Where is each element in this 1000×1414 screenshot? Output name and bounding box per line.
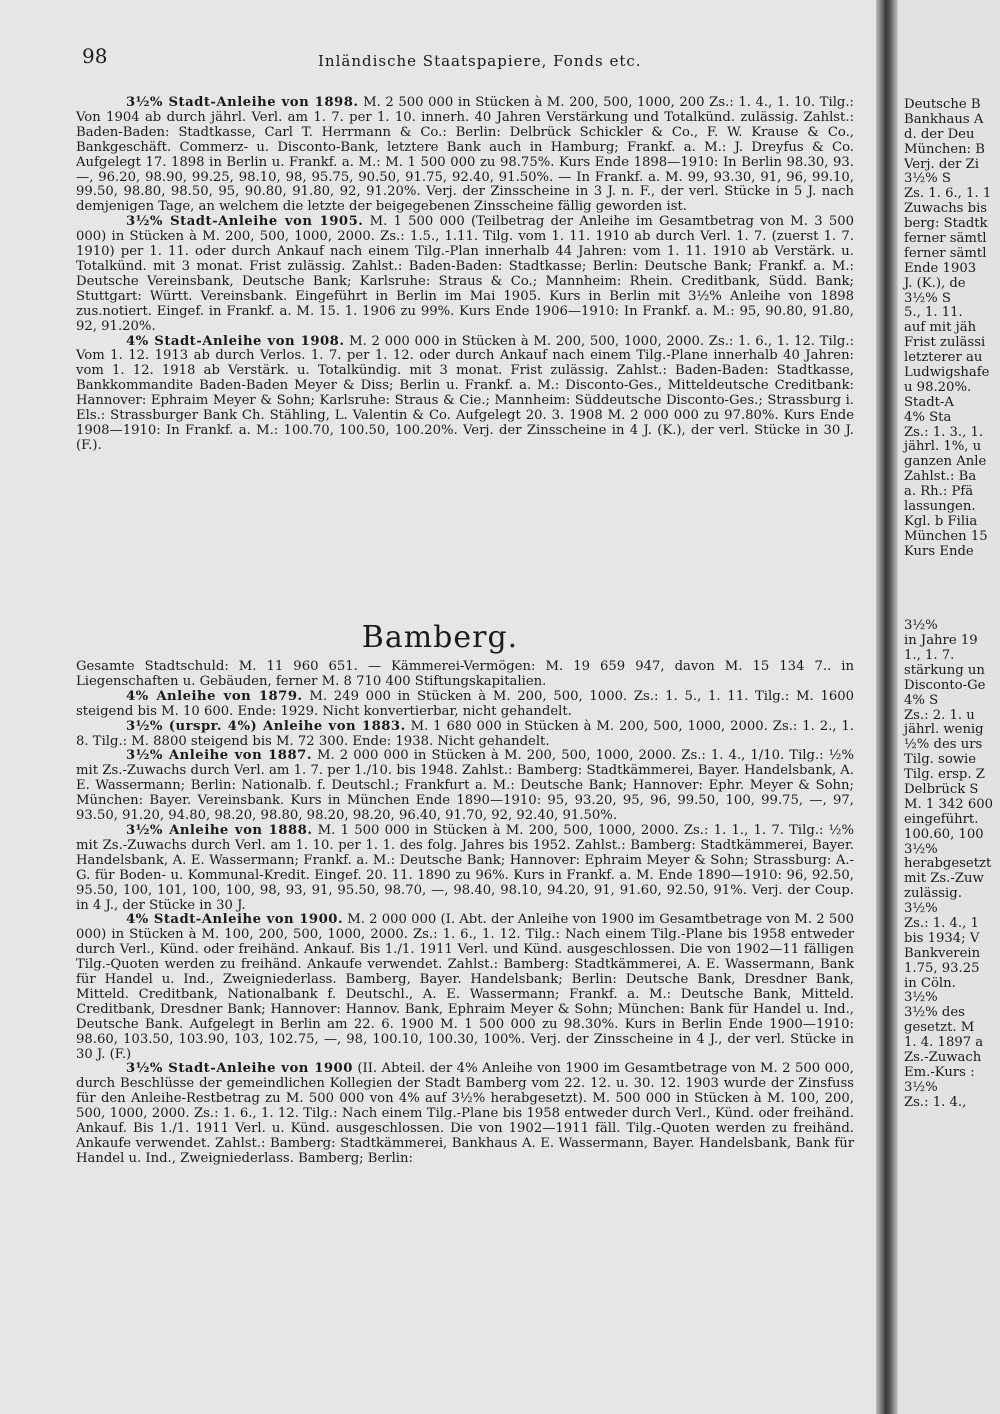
bamberg-entry xyxy=(76,824,854,913)
entry-text: M. 2 000 000 in Stücken à M. 200, 500, 1000, 2000. Zs.: 1. 6., 1. 12. Tilg.: Vom 1. 12. 1913 ab durch Verlos. 1. 7. per 1. 12. oder durch Ankauf nach einem Tilg.-Plane innerhalb 40 Jahren: vom 1. 12. 1918 ab Verstärk. u. Totalkündig. mit 3 monat. Frist zulässig. Zahlst.: Baden-Baden: Stadtkasse, Bankkommandite Baden-Baden Meyer & Diss; Berlin u. Frankf. a. M.: Disconto-Ges., Mitteldeutsche Creditbank: Hannover: Ephraim Meyer & Sohn; Karlsruhe: Straus & Cie.; Mannheim: Süddeutsche Disconto-Ges.; Strassburg i. Els.: Strassburger Bank Ch. Stähling, L. Valentin & Co. Aufgelegt 20. 3. 1908 M. 2 000 000 zu 97.80%. Kurs Ende 1908—1910: In Frankf. a. M.: 100.70, 100.50, 100.20%. Verj. der Zinsscheine in 4 J. (K.), der verl. Stücke in 30 J. (F.). xyxy=(76,333,854,453)
fragment-line: stärkung un xyxy=(904,662,985,678)
fragment-line: Zs.: 2. 1. u xyxy=(904,707,975,723)
fragment-line xyxy=(904,575,1000,590)
fragment-line: mit Zs.-Zuw xyxy=(904,871,984,887)
fragment-line: München: B xyxy=(904,141,985,157)
fragment-line: Kurs Ende xyxy=(904,543,974,559)
entry-text: M. 2 500 000 in Stücken à M. 200, 500, 1000, 200 Zs.: 1. 4., 1. 10. Tilg.: Von 1904 ab durch jährl. Verl. am 1. 7. per 1. 10. innerh. 40 Jahren Verstärkung und Totalkünd. zulässig. Zahlst.: Baden-Baden: Stadtkasse, Carl T. Herrmann & Co.: Berlin: Delbrück Schickler & Co., F. W. Krause & Co., Bankgeschäft. Commerz- u. Disconto-Bank, letztere Bank auch in Hamburg; Frankf. a. M.: J. Dreyfus & Co. Aufgelegt 17. 1898 in Berlin u. Frankf. a. M.: M. 1 500 000 zu 98.75%. Kurs Ende 1898—1910: In Berlin 98.30, 93. —, 96.20, 98.90, 99.25, 98.10, 98, 95.75, 90.50, 91.75, 92.40, 91.50%. — In Frankf. a. M. 99, 93.30, 91, 96, 99.10, 99.50, 98.80, 98.50, 95, 90.80, 91.80, 92, 91.20%. Verj. der Zinsscheine in 3 J. n. F., der verl. Stücke in 5 J. nach demjenigen Tage, an welchem die letzte der beigegebenen Zinsscheine fällig geworden ist. xyxy=(76,95,854,215)
fragment-line: Deutsche B xyxy=(904,97,981,112)
entry-text: M. 1 500 000 in Stücken à M. 200, 500, 1000, 2000. Zs.: 1. 1., 1. 7. Tilg.: ½% mit Zs.-Zuwachs durch Verl. am 1. 10. per 1. 1. des folg. Jahres bis 1952. Zahlst.: Bamberg: Stadtkämmerei, Bayer. Handelsbank, A. E. Wassermann; Frankf. a. M.: Deutsche Bank; Hannover: Ephraim Meyer & Sohn; Strassburg: A.-G. für Boden- u. Kommunal-Kredit. Eingef. 20. 11. 1890 zu 96%. Kurs in Frankf. a. M. Ende 1890—1910: 96, 92.50, 95.50, 100, 101, 100, 100, 98, 93, 91, 95.50, 98.70, —, 98.40, 98.10, 94.20, 91, 91.60, 92.50, 91%. Verj. der Coup. in 4 J., der Stücke in 30 J. xyxy=(76,822,854,913)
fragment-line: bis 1934; V xyxy=(904,930,980,946)
fragment-line: Tilg. sowie xyxy=(904,752,977,768)
fragment-line: ½% des urs xyxy=(904,737,983,753)
entry-heading: 3½% Stadt-Anleihe von 1900 xyxy=(126,1061,353,1077)
fragment-line: Disconto-Ge xyxy=(904,677,986,693)
fragment-line: Zs.: 1. 3., 1. xyxy=(904,424,984,440)
fragment-line: 1.75, 93.25 xyxy=(904,960,980,976)
bamberg-entry xyxy=(76,690,854,720)
fragment-line: Zuwachs bis xyxy=(904,201,988,217)
fragment-line: Bankhaus A xyxy=(904,111,984,127)
fragment-line: herabgesetzt xyxy=(904,856,992,872)
fragment-line: 4% Sta xyxy=(904,409,952,425)
fragment-line: Zs.: 1. 4., 1 xyxy=(904,915,979,931)
fragment-line: Zs. 1. 6., 1. 1 xyxy=(904,186,992,202)
entry-1898 xyxy=(76,96,854,215)
fragment-line: München 15 xyxy=(904,528,988,544)
fragment-line: in Cöln. xyxy=(904,975,956,991)
fragment-line: 3½% S xyxy=(904,290,951,306)
fragment-line: 3½% des xyxy=(904,1005,965,1021)
fragment-line: Zs.: 1. 4., xyxy=(904,1094,967,1110)
fragment-line: Frist zulässi xyxy=(904,335,986,351)
fragment-line: Zs.-Zuwach xyxy=(904,1050,982,1065)
fragment-line: 3½% xyxy=(904,618,938,634)
fragment-line: Zahlst.: Ba xyxy=(904,469,977,485)
right-page-fragment xyxy=(898,0,1000,1414)
fragment-line: eingeführt. xyxy=(904,811,979,827)
fragment-line: M. 1 342 600 xyxy=(904,796,994,812)
fragment-line: 3½% xyxy=(904,901,938,917)
entry-text: M. 1 680 000 in Stücken à M. 200, 500, 1000, 2000. Zs.: 1. 2., 1. 8. Tilg.: M. 8800 steigend bis M. 72 300. Ende: 1938. Nicht gehandelt. xyxy=(76,718,854,749)
fragment-line: jährl. wenig xyxy=(904,722,984,738)
bamberg-entry xyxy=(76,720,854,750)
fragment-line: 3½% S xyxy=(904,171,951,187)
fragment-line: ferner sämtl xyxy=(904,231,987,247)
book-gutter xyxy=(876,0,898,1414)
fragment-line: a. Rh.: Pfä xyxy=(904,484,974,500)
fragment-line xyxy=(904,604,1000,619)
fragment-line: J. (K.), de xyxy=(904,275,966,291)
entry-heading: 3½% Stadt-Anleihe von 1898. xyxy=(126,95,359,110)
fragment-line: d. der Deu xyxy=(904,126,975,142)
fragment-line: 3½% xyxy=(904,1079,938,1095)
bamberg-entry xyxy=(76,913,854,1062)
entry-heading: 4% Anleihe von 1879. xyxy=(126,688,303,704)
fragment-line: Delbrück S xyxy=(904,781,979,797)
fragment-line: Tilg. ersp. Z xyxy=(904,767,985,783)
entry-text: M. 2 000 000 in Stücken à M. 200, 500, 1000, 2000. Zs.: 1. 4., 1/10. Tilg.: ½% mit Zs.-Zuwachs durch Verl. am 1. 7. per 1./10. bis 1948. Zahlst.: Bamberg: Stadtkämmerei, Bayer. Handelsbank, A. E. Wassermann; Berlin: Nationalb. f. Deutschl.; Frankfurt a. M.: Deutsche Bank; Hannover: Ephr. Meyer & Sohn; München: Bayer. Vereinsbank. Kurs in München Ende 1890—1910: 95, 93.20, 95, 96, 99.50, 100, 99.75, —, 97, 93.50, 91.20, 94.80, 98.20, 98.80, 98.20, 98.20, 96.40, 91.70, 92, 92.40, 91.50%. xyxy=(76,748,854,824)
city-heading: Bamberg. xyxy=(361,620,519,655)
fragment-line: Kgl. b Filia xyxy=(904,513,978,529)
fragment-line xyxy=(904,560,1000,575)
entry-heading: 4% Stadt-Anleihe von 1900. xyxy=(126,912,344,928)
fragment-line: 3½% xyxy=(904,990,938,1006)
entry-1908 xyxy=(76,335,854,454)
entry-heading: 3½% Anleihe von 1888. xyxy=(126,822,313,838)
fragment-line: gesetzt. M xyxy=(904,1020,975,1036)
fragment-line: 1., 1. 7. xyxy=(904,647,955,663)
page-number: 98 xyxy=(82,44,108,68)
fragment-line: letzterer au xyxy=(904,350,983,366)
fragment-line: u 98.20%. xyxy=(904,379,972,395)
bamberg-entry xyxy=(76,749,854,824)
entry-text: M. 1 500 000 (Teilbetrag der Anleihe im Gesamtbetrag von M. 3 500 000) in Stücken à M. 200, 500, 1000, 2000. Zs.: 1.5., 1.11. Tilg. vom 1. 11. 1910 ab durch Verl. 1. 7. (zuerst 1. 7. 1910) per 1. 11. oder durch Ankauf nach einem Tilg.-Plan innerhalb 44 Jahren: vom 1. 11. 1910 ab Verstärk. u. Totalkünd. mit 3 monat. Frist zulässig. Zahlst.: Baden-Baden: Stadtkasse; Berlin: Deutsche Bank; Frankf. a. M.: Deutsche Vereinsbank, Deutsche Bank; Karlsruhe: Straus & Co.; Mannheim: Rhein. Creditbank, Südd. Bank; Stuttgart: Württ. Vereinsbank. Eingeführt in Berlin im Mai 1905. Kurs in Berlin mit 3½% Anleihe von 1898 zus.notiert. Eingef. in Frankf. a. M. 15. 1. 1906 zu 99%. Kurs Ende 1906—1910: In Frankf. a. M.: 95, 90.80, 91.80, 92, 91.20%. xyxy=(76,214,855,334)
bamberg-entry xyxy=(76,1062,854,1166)
section-top xyxy=(76,96,854,454)
entry-text: M. 2 000 000 (I. Abt. der Anleihe von 1900 im Gesamtbetrage von M. 2 500 000) in Stücken à M. 100, 200, 500, 1000, 2000. Zs.: 1. 6., 1. 12. Tilg.: Nach einem Tilg.-Plane bis 1958 entweder durch Verl., Künd. oder freihänd. Ankauf. Bis 1./1. 1911 Verl. und Künd. ausgeschlossen. Die von 1902—11 fälligen Tilg.-Quoten werden zu freihänd. Ankaufe verwendet. Zahlst.: Bamberg: Stadtkämmerei, A. E. Wassermann, Bank für Handel u. Ind., Zweigniederlass. Bamberg, Bayer. Handelsbank; Berlin: Deutsche Bank, Dresdner Bank, Mitteld. Creditbank, Nationalbank f. Deutschl., A. E. Wassermann; Frankf. a. M.: Deutsche Bank, Mitteld. Creditbank, Dresdner Bank; Hannover: Hannov. Bank, Ephraim Meyer & Sohn; München: Bank für Handel u. Ind., Deutsche Bank. Aufgelegt in Berlin am 22. 6. 1900 M. 1 500 000 zu 98.30%. Kurs in Berlin Ende 1900—1910: 98.60, 103.50, 103.90, 103, 102.75, —, 98, 100.10, 100.30, 100%. Verj. der Zinsscheine in 4 J., der verl. Stücke in 30 J. (F.) xyxy=(76,912,854,1062)
entry-heading: 3½% Anleihe von 1887. xyxy=(126,748,312,764)
fragment-line: 4% S xyxy=(904,692,939,708)
fragment-line: lassungen. xyxy=(904,499,976,515)
fragment-line: jährl. 1%, u xyxy=(904,439,982,455)
section-bamberg xyxy=(76,660,854,1167)
fragment-line xyxy=(904,589,1000,604)
fragment-line: Ende 1903 xyxy=(904,260,977,276)
fragment-line: Stadt-A xyxy=(904,394,954,410)
entry-heading: 4% Stadt-Anleihe von 1908. xyxy=(126,333,345,349)
entry-heading: 3½% Stadt-Anleihe von 1905. xyxy=(126,214,364,230)
fragment-line: Ludwigshafe xyxy=(904,365,990,381)
fragment-line: Bankverein xyxy=(904,945,981,961)
entry-1905 xyxy=(76,215,854,334)
entry-text: (II. Abteil. der 4% Anleihe von 1900 im Gesamtbetrage von M. 2 500 000, durch Beschlüsse der gemeindlichen Kollegien der Stadt Bamberg vom 22. 12. u. 30. 12. 1903 wurde der Zinsfuss für den Anleihe-Restbetrag zu M. 500 000 von 4% auf 3½% herabgesetzt). M. 500 000 in Stücken à M. 100, 200, 500, 1000, 2000. Zs.: 1. 6., 1. 12. Tilg.: Nach einem Tilg.-Plane bis 1958 entweder durch Verl., Künd. oder freihänd. Ankauf. Bis 1./1. 1911 Verl. u. Künd. ausgeschlossen. Die von 1902—1911 fäll. Tilg.-Quoten werden zu freihänd. Ankaufe verwendet. Zahlst.: Bamberg: Stadtkämmerei, Bankhaus A. E. Wassermann, Bayer. Handelsbank, Bank für Handel u. Ind., Zweigniederlass. Bamberg; Berlin: xyxy=(76,1061,854,1166)
fragment-line: Em.-Kurs : xyxy=(904,1064,975,1080)
fragment-line: 5., 1. 11. xyxy=(904,305,963,321)
fragment-line: berg: Stadtk xyxy=(904,216,988,232)
fragment-line: 1. 4. 1897 a xyxy=(904,1035,984,1051)
bamberg-intro: Gesamte Stadtschuld: M. 11 960 651. — Kämmerei-Vermögen: M. 19 659 947, davon M. 15 134 7.. in Liegenschaften u. Gebäuden, ferner M. 8 710 400 Stiftungskapitalien. xyxy=(76,659,854,689)
fragment-line: in Jahre 19 xyxy=(904,633,978,649)
fragment-line: ganzen Anle xyxy=(904,454,987,470)
fragment-line: 100.60, 100 xyxy=(904,826,984,842)
entry-heading: 3½% (urspr. 4%) Anleihe von 1883. xyxy=(126,718,406,734)
fragment-line: 3½% xyxy=(904,841,938,857)
fragment-line: auf mit jäh xyxy=(904,320,977,336)
running-head: Inländische Staatspapiere, Fonds etc. xyxy=(318,52,642,70)
fragment-line: ferner sämtl xyxy=(904,245,987,261)
right-page-text xyxy=(904,0,1000,1111)
entry-text: M. 249 000 in Stücken à M. 200, 500, 1000. Zs.: 1. 5., 1. 11. Tilg.: M. 1600 steigend bis M. 10 600. Ende: 1929. Nicht konvertierbar, nicht gehandelt. xyxy=(76,688,855,719)
fragment-line: Verj. der Zi xyxy=(904,156,980,172)
fragment-line: zulässig. xyxy=(904,886,962,902)
